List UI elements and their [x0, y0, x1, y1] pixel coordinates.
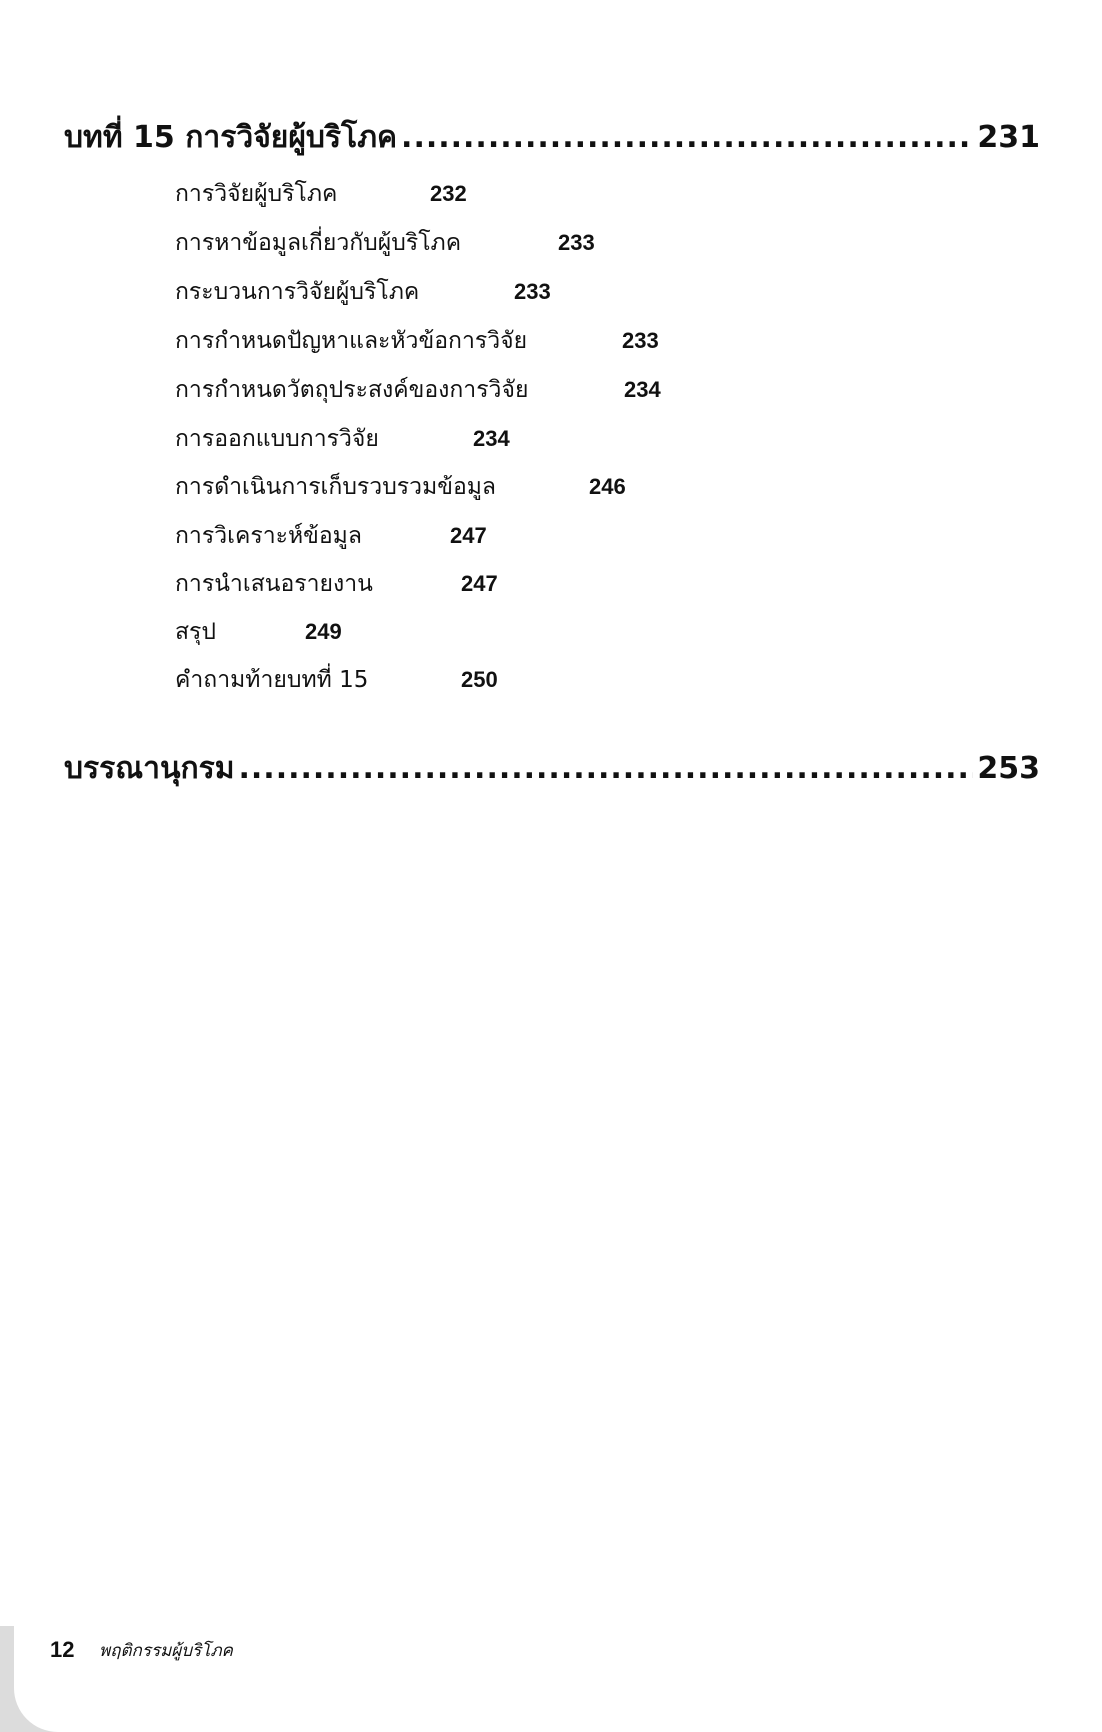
- toc-entry-page: 249: [305, 619, 342, 644]
- toc-entry-title: กระบวนการวิจัยผู้บริโภค: [175, 279, 420, 305]
- toc-entry-page: 247: [450, 523, 487, 548]
- bibliography-title: บรรณานุกรม: [64, 751, 235, 786]
- toc-entry[interactable]: [175, 324, 527, 358]
- toc-entry-page: 250: [461, 667, 498, 692]
- dot-leader: [239, 749, 974, 789]
- toc-entry-title: คำถามท้ายบทที่ 15: [175, 667, 369, 693]
- toc-entry-title: การดำเนินการเก็บรวบรวมข้อมูล: [175, 474, 497, 500]
- toc-entry[interactable]: [175, 275, 419, 309]
- bibliography-page: 253: [977, 751, 1040, 786]
- toc-entry[interactable]: [175, 177, 337, 211]
- toc-entry[interactable]: [175, 373, 528, 407]
- chapter-heading[interactable]: [64, 118, 1040, 158]
- toc-entry-page: 246: [589, 474, 626, 499]
- toc-entry-page: 234: [624, 377, 661, 402]
- toc-entry[interactable]: [175, 422, 379, 456]
- toc-entry[interactable]: [175, 615, 216, 649]
- page-number: 12: [50, 1637, 75, 1662]
- toc-entry-page: 233: [558, 230, 595, 255]
- toc-entry[interactable]: [175, 226, 461, 260]
- toc-entry-page: 233: [514, 279, 551, 304]
- chapter-page: 231: [977, 120, 1040, 155]
- toc-entry-title: การวิจัยผู้บริโภค: [175, 181, 338, 207]
- chapter-title: บทที่ 15 การวิจัยผู้บริโภค: [64, 120, 398, 155]
- toc-entry-title: การวิเคราะห์ข้อมูล: [175, 523, 362, 549]
- toc-entry-title: การออกแบบการวิจัย: [175, 426, 379, 452]
- toc-entry-page: 234: [473, 426, 510, 451]
- toc-entry-title: การกำหนดวัตถุประสงค์ของการวิจัย: [175, 377, 529, 403]
- running-title: พฤติกรรมผู้บริโภค: [99, 1641, 233, 1661]
- bibliography-heading[interactable]: [64, 749, 1040, 789]
- toc-entry-page: 233: [622, 328, 659, 353]
- toc-entry[interactable]: [175, 567, 373, 601]
- toc-entry-page: 247: [461, 571, 498, 596]
- dot-leader: [401, 118, 973, 158]
- toc-entry-page: 232: [430, 181, 467, 206]
- toc-entry-title: การกำหนดปัญหาและหัวข้อการวิจัย: [175, 328, 528, 354]
- toc-entry-title: สรุป: [175, 619, 216, 645]
- toc-entry[interactable]: [175, 470, 496, 504]
- toc-entry[interactable]: [175, 519, 362, 553]
- toc-entry-title: การนำเสนอรายงาน: [175, 571, 373, 597]
- toc-entry[interactable]: [175, 663, 368, 697]
- toc-entry-title: การหาข้อมูลเกี่ยวกับผู้บริโภค: [175, 230, 462, 256]
